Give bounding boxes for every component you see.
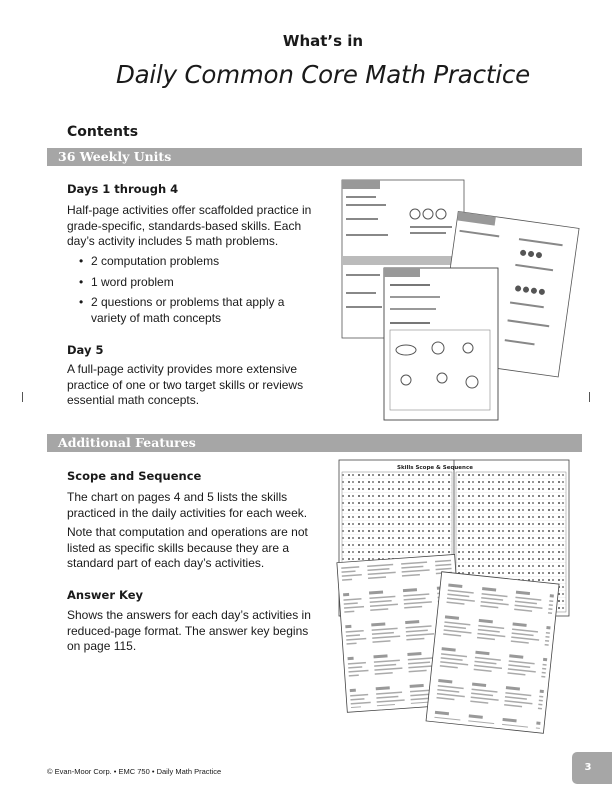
answer-key-body: Shows the answers for each day’s activities in reduced-page format. The answer key begins on page 115.	[67, 608, 311, 653]
day-5-body: A full-page activity provides more extensive practice of one or two target skills or reviews essential math concepts.	[67, 362, 304, 407]
worksheet-page-front	[384, 268, 498, 420]
footer-copyright: © Evan-Moor Corp. • EMC 750 • Daily Math Practice	[47, 767, 222, 776]
page-title: Daily Common Core Math Practice	[115, 60, 531, 89]
answer-key-heading: Answer Key	[67, 588, 144, 602]
page-number-badge: 3	[572, 752, 612, 784]
day-5-heading: Day 5	[67, 343, 104, 357]
bullet-item: • 1 word problem	[67, 275, 307, 291]
days-1-4-heading: Days 1 through 4	[67, 182, 179, 196]
left-margin-mark	[22, 392, 23, 402]
section-bar-additional-features: Additional Features	[47, 434, 582, 452]
right-margin-mark	[589, 392, 590, 402]
header-kicker: What’s in	[282, 32, 364, 50]
scope-sequence-body: The chart on pages 4 and 5 lists the skills practiced in the daily activities for each week.	[67, 490, 308, 520]
days-1-4-bullet-list	[67, 254, 307, 331]
answer-key-page-right	[426, 572, 559, 734]
scope-sequence-heading: Scope and Sequence	[67, 469, 202, 483]
scope-chart-title: Skills Scope & Sequence	[397, 465, 473, 471]
bullet-item: • 2 computation problems	[67, 254, 307, 270]
scope-sequence-note: Note that computation and operations are not listed as specific skills because they are a standard part of each day’s activities.	[67, 525, 308, 570]
weekly-unit-pages-thumbnail	[340, 178, 580, 428]
section-bar-weekly-units: 36 Weekly Units	[47, 148, 582, 166]
contents-heading: Contents	[67, 124, 139, 140]
scope-answer-key-thumbnail	[337, 458, 577, 748]
days-1-4-body: Half-page activities offer scaffolded practice in grade-specific, standards-based skills. Each day’s activity includes 5 math problems.	[67, 203, 312, 248]
bullet-item: • 2 questions or problems that apply a variety of math concepts	[67, 295, 307, 326]
